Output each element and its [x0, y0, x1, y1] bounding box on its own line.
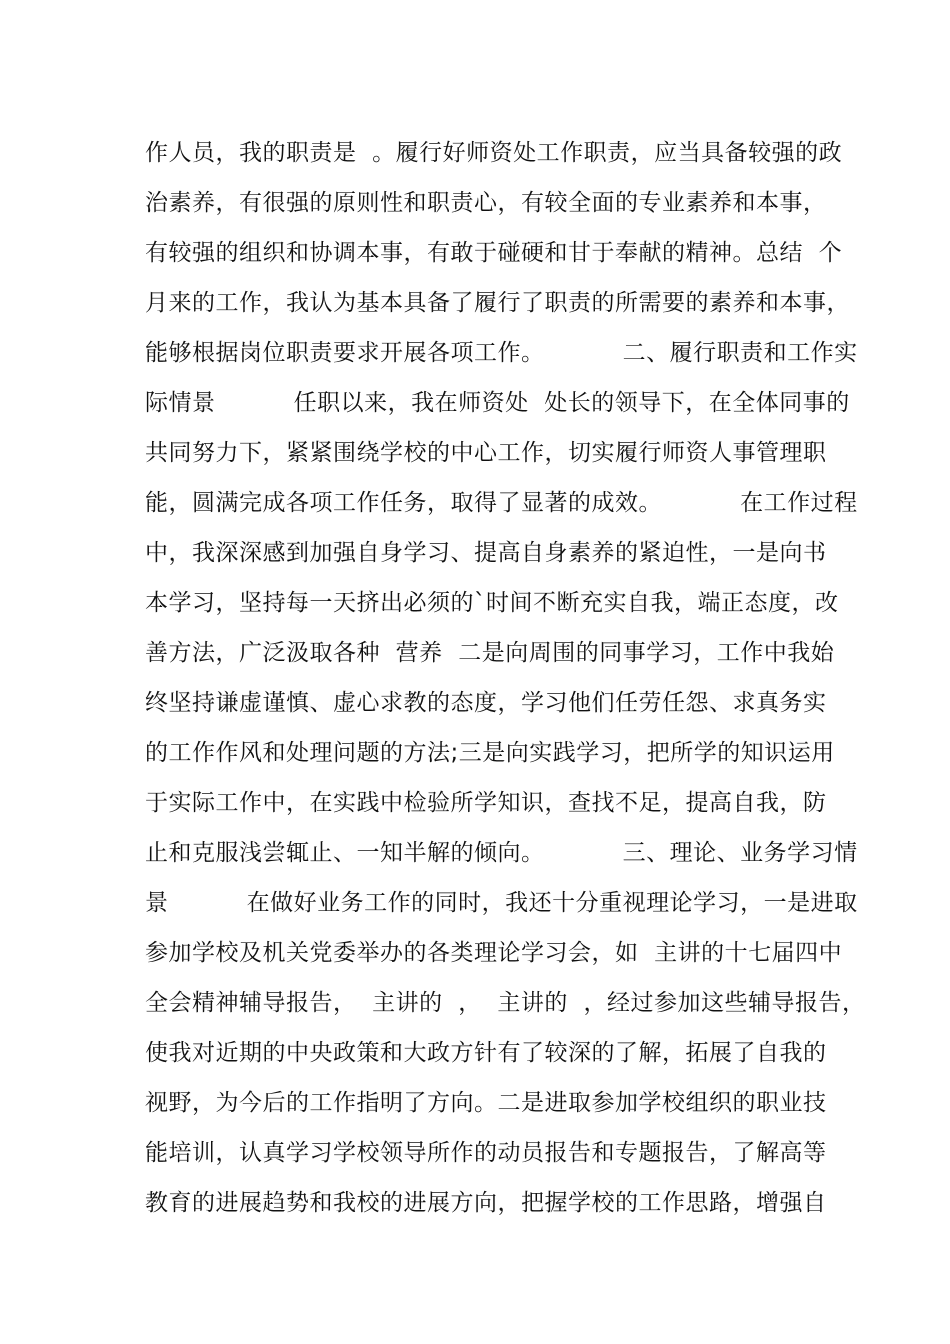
text-line: 际情景 任职以来，我在师资处 处长的领导下，在全体同事的 — [145, 390, 850, 416]
text-line: 中，我深深感到加强自身学习、提高自身素养的紧迫性，一是向书 — [145, 540, 827, 566]
text-line: 视野，为今后的工作指明了方向。二是进取参加学校组织的职业技 — [145, 1090, 827, 1116]
text-line: 景 在做好业务工作的同时，我还十分重视理论学习，一是进取 — [145, 890, 858, 916]
text-line: 有较强的组织和协调本事，有敢于碰硬和甘于奉献的精神。总结 个 — [145, 240, 843, 266]
text-line: 月来的工作，我认为基本具备了履行了职责的所需要的素养和本事， — [145, 290, 850, 316]
text-line: 教育的进展趋势和我校的进展方向，把握学校的工作思路，增强自 — [145, 1190, 827, 1216]
text-line: 全会精神辅导报告， 主讲的 ， 主讲的 ，经过参加这些辅导报告， — [145, 990, 866, 1016]
body-text — [145, 128, 866, 1228]
text-line: 的工作作风和处理问题的方法;三是向实践学习，把所学的知识运用 — [145, 740, 835, 766]
text-line: 能培训，认真学习学校领导所作的动员报告和专题报告，了解高等 — [145, 1140, 827, 1166]
text-line: 善方法，广泛汲取各种 营养 二是向周围的同事学习，工作中我始 — [145, 640, 835, 666]
text-line: 能，圆满完成各项工作任务，取得了显著的成效。 在工作过程 — [145, 490, 858, 516]
text-line: 使我对近期的中央政策和大政方针有了较深的了解，拓展了自我的 — [145, 1040, 827, 1066]
text-line: 于实际工作中，在实践中检验所学知识，查找不足，提高自我，防 — [145, 790, 827, 816]
text-line: 治素养，有很强的原则性和职责心，有较全面的专业素养和本事， — [145, 190, 827, 216]
text-line: 止和克服浅尝辄止、一知半解的倾向。 三、理论、业务学习情 — [145, 840, 858, 866]
text-line: 本学习，坚持每一天挤出必须的`时间不断充实自我，端正态度，改 — [145, 590, 839, 616]
text-line: 能够根据岗位职责要求开展各项工作。 二、履行职责和工作实 — [145, 340, 858, 366]
text-line: 参加学校及机关党委举办的各类理论学习会，如 主讲的十七届四中 — [145, 940, 843, 966]
text-line: 终坚持谦虚谨慎、虚心求教的态度，学习他们任劳任怨、求真务实 — [145, 690, 827, 716]
text-line: 作人员，我的职责是 。履行好师资处工作职责，应当具备较强的政 — [145, 140, 843, 166]
text-line: 共同努力下，紧紧围绕学校的中心工作，切实履行师资人事管理职 — [145, 440, 827, 466]
